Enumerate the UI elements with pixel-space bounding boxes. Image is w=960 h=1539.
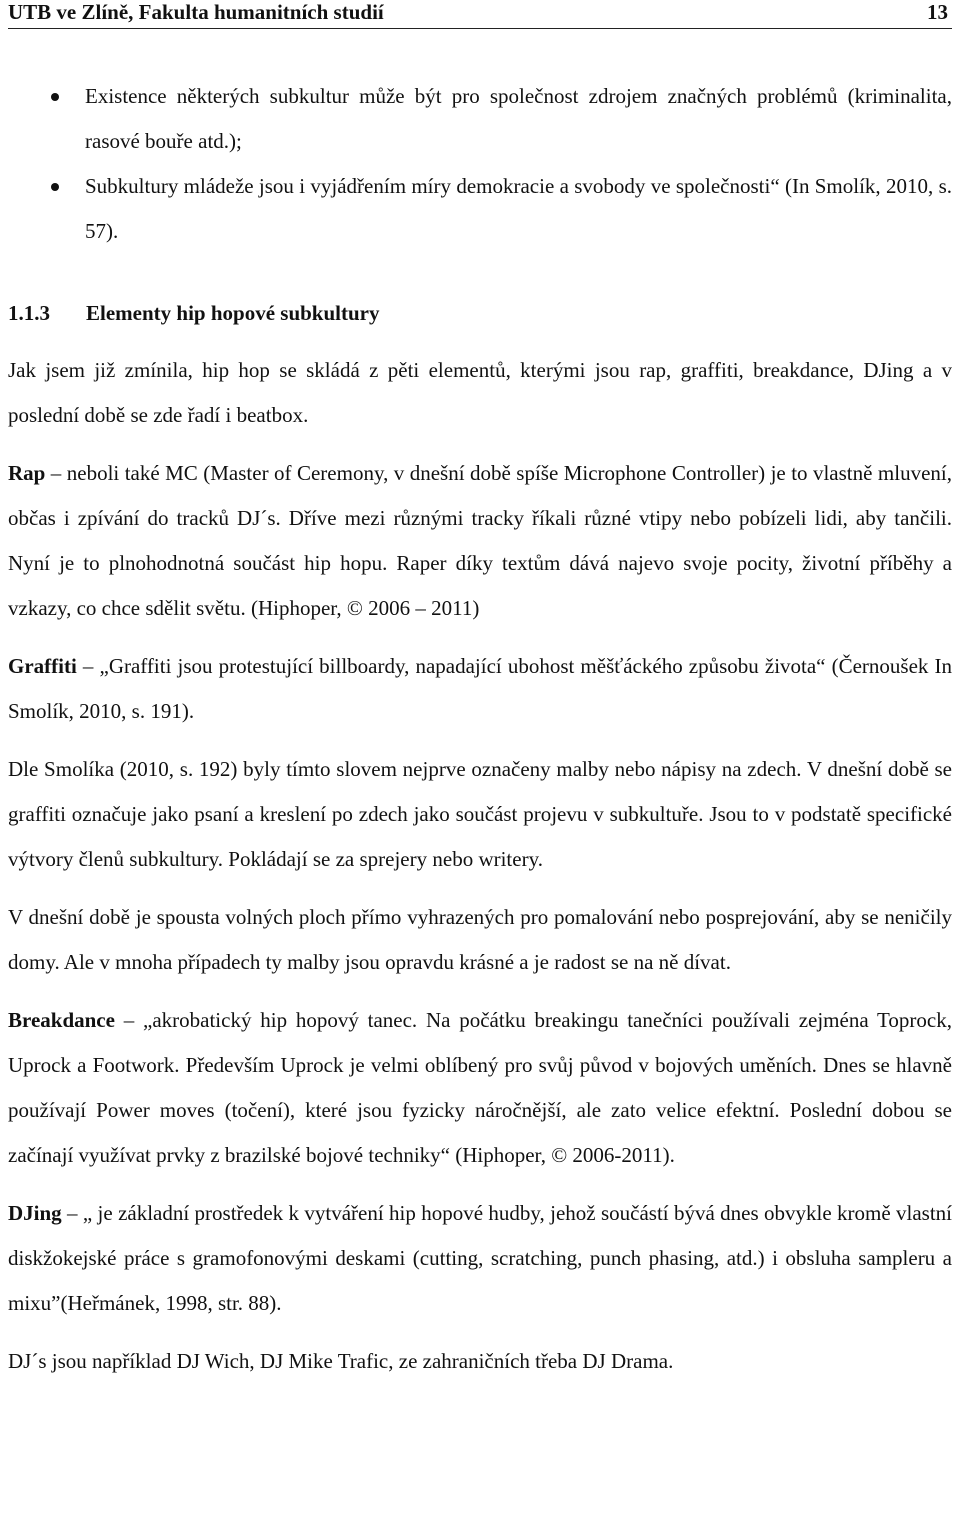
bullet-icon (51, 93, 59, 101)
page-number: 13 (927, 0, 948, 24)
graffiti-term: Graffiti (8, 654, 77, 678)
djing-paragraph-2: DJ´s jsou například DJ Wich, DJ Mike Trafic, ze zahraničních třeba DJ Drama. (8, 1349, 674, 1373)
graffiti-paragraph (8, 644, 952, 734)
djing-text: – „ je základní prostředek k vytváření hip hopové hudby, jehož součástí bývá dnes obvykle kromě vlastní diskžokejské práce s gramofonovými deskami (cutting, scratching, punch phasing, atd.) i obsluha sampleru a mixu”(Heřmánek, 1998, str. 88). (8, 1201, 952, 1315)
djing-term: DJing (8, 1201, 62, 1225)
bullet-item (8, 74, 952, 164)
section-title: Elementy hip hopové subkultury (86, 301, 380, 325)
bullet-item (8, 164, 952, 254)
bullet-text: Existence některých subkultur může být pro společnost zdrojem značných problémů (kriminalita, rasové bouře atd.); (85, 84, 952, 153)
rap-paragraph (8, 451, 952, 631)
header-title: UTB ve Zlíně, Fakulta humanitních studií (8, 0, 384, 24)
bullet-text: Subkultury mládeže jsou i vyjádřením míry demokracie a svobody ve společnosti“ (In Smolík, 2010, s. 57). (85, 174, 952, 243)
djing-paragraph (8, 1191, 952, 1326)
rap-text: – neboli také MC (Master of Ceremony, v dnešní době spíše Microphone Controller) je to vlastně mluvení, občas i zpívání do tracků DJ´s. Dříve mezi různými tracky říkali různé vtipy nebo pobízeli lidi, aby tančili. Nyní je to plnohodnotná součást hip hopu. Raper díky textům dává najevo svoje pocity, životní příběhy a vzkazy, co chce sdělit světu. (Hiphoper, © 2006 – 2011) (8, 461, 952, 620)
breakdance-paragraph (8, 998, 952, 1178)
bullet-list (8, 74, 952, 254)
intro-paragraph: Jak jsem již zmínila, hip hop se skládá z pěti elementů, kterými jsou rap, graffiti, breakdance, DJing a v poslední době se zde řadí i beatbox. (8, 358, 952, 427)
section-number: 1.1.3 (8, 301, 50, 325)
rap-term: Rap (8, 461, 46, 485)
page-header (8, 0, 952, 29)
graffiti-paragraph-2: Dle Smolíka (2010, s. 192) byly tímto slovem nejprve označeny malby nebo nápisy na zdech. V dnešní době se graffiti označuje jako psaní a kreslení po zdech jako součást projevu v subkultuře. Jsou to v podstatě specifické výtvory členů subkultury. Pokládají se za sprejery nebo writery. (8, 757, 952, 871)
bullet-icon (51, 183, 59, 191)
graffiti-paragraph-3: V dnešní době je spousta volných ploch přímo vyhrazených pro pomalování nebo posprejování, aby se neničily domy. Ale v mnoha případech ty malby jsou opravdu krásné a je radost se na ně dívat. (8, 905, 952, 974)
document-body (8, 74, 952, 1384)
breakdance-text: – „akrobatický hip hopový tanec. Na počátku breakingu tanečníci používali zejména Toprock, Uprock a Footwork. Především Uprock je velmi oblíbený pro svůj původ v bojových uměních. Dnes se hlavně používají Power moves (točení), které jsou fyzicky náročnější, ale zato velice efektní. Poslední dobou se začínají využívat prvky z brazilské bojové techniky“ (Hiphoper, © 2006-2011). (8, 1008, 952, 1167)
graffiti-text: – „Graffiti jsou protestující billboardy, napadající ubohost měšťáckého způsobu života“ (Černoušek In Smolík, 2010, s. 191). (8, 654, 952, 723)
breakdance-term: Breakdance (8, 1008, 115, 1032)
section-heading (8, 297, 952, 329)
